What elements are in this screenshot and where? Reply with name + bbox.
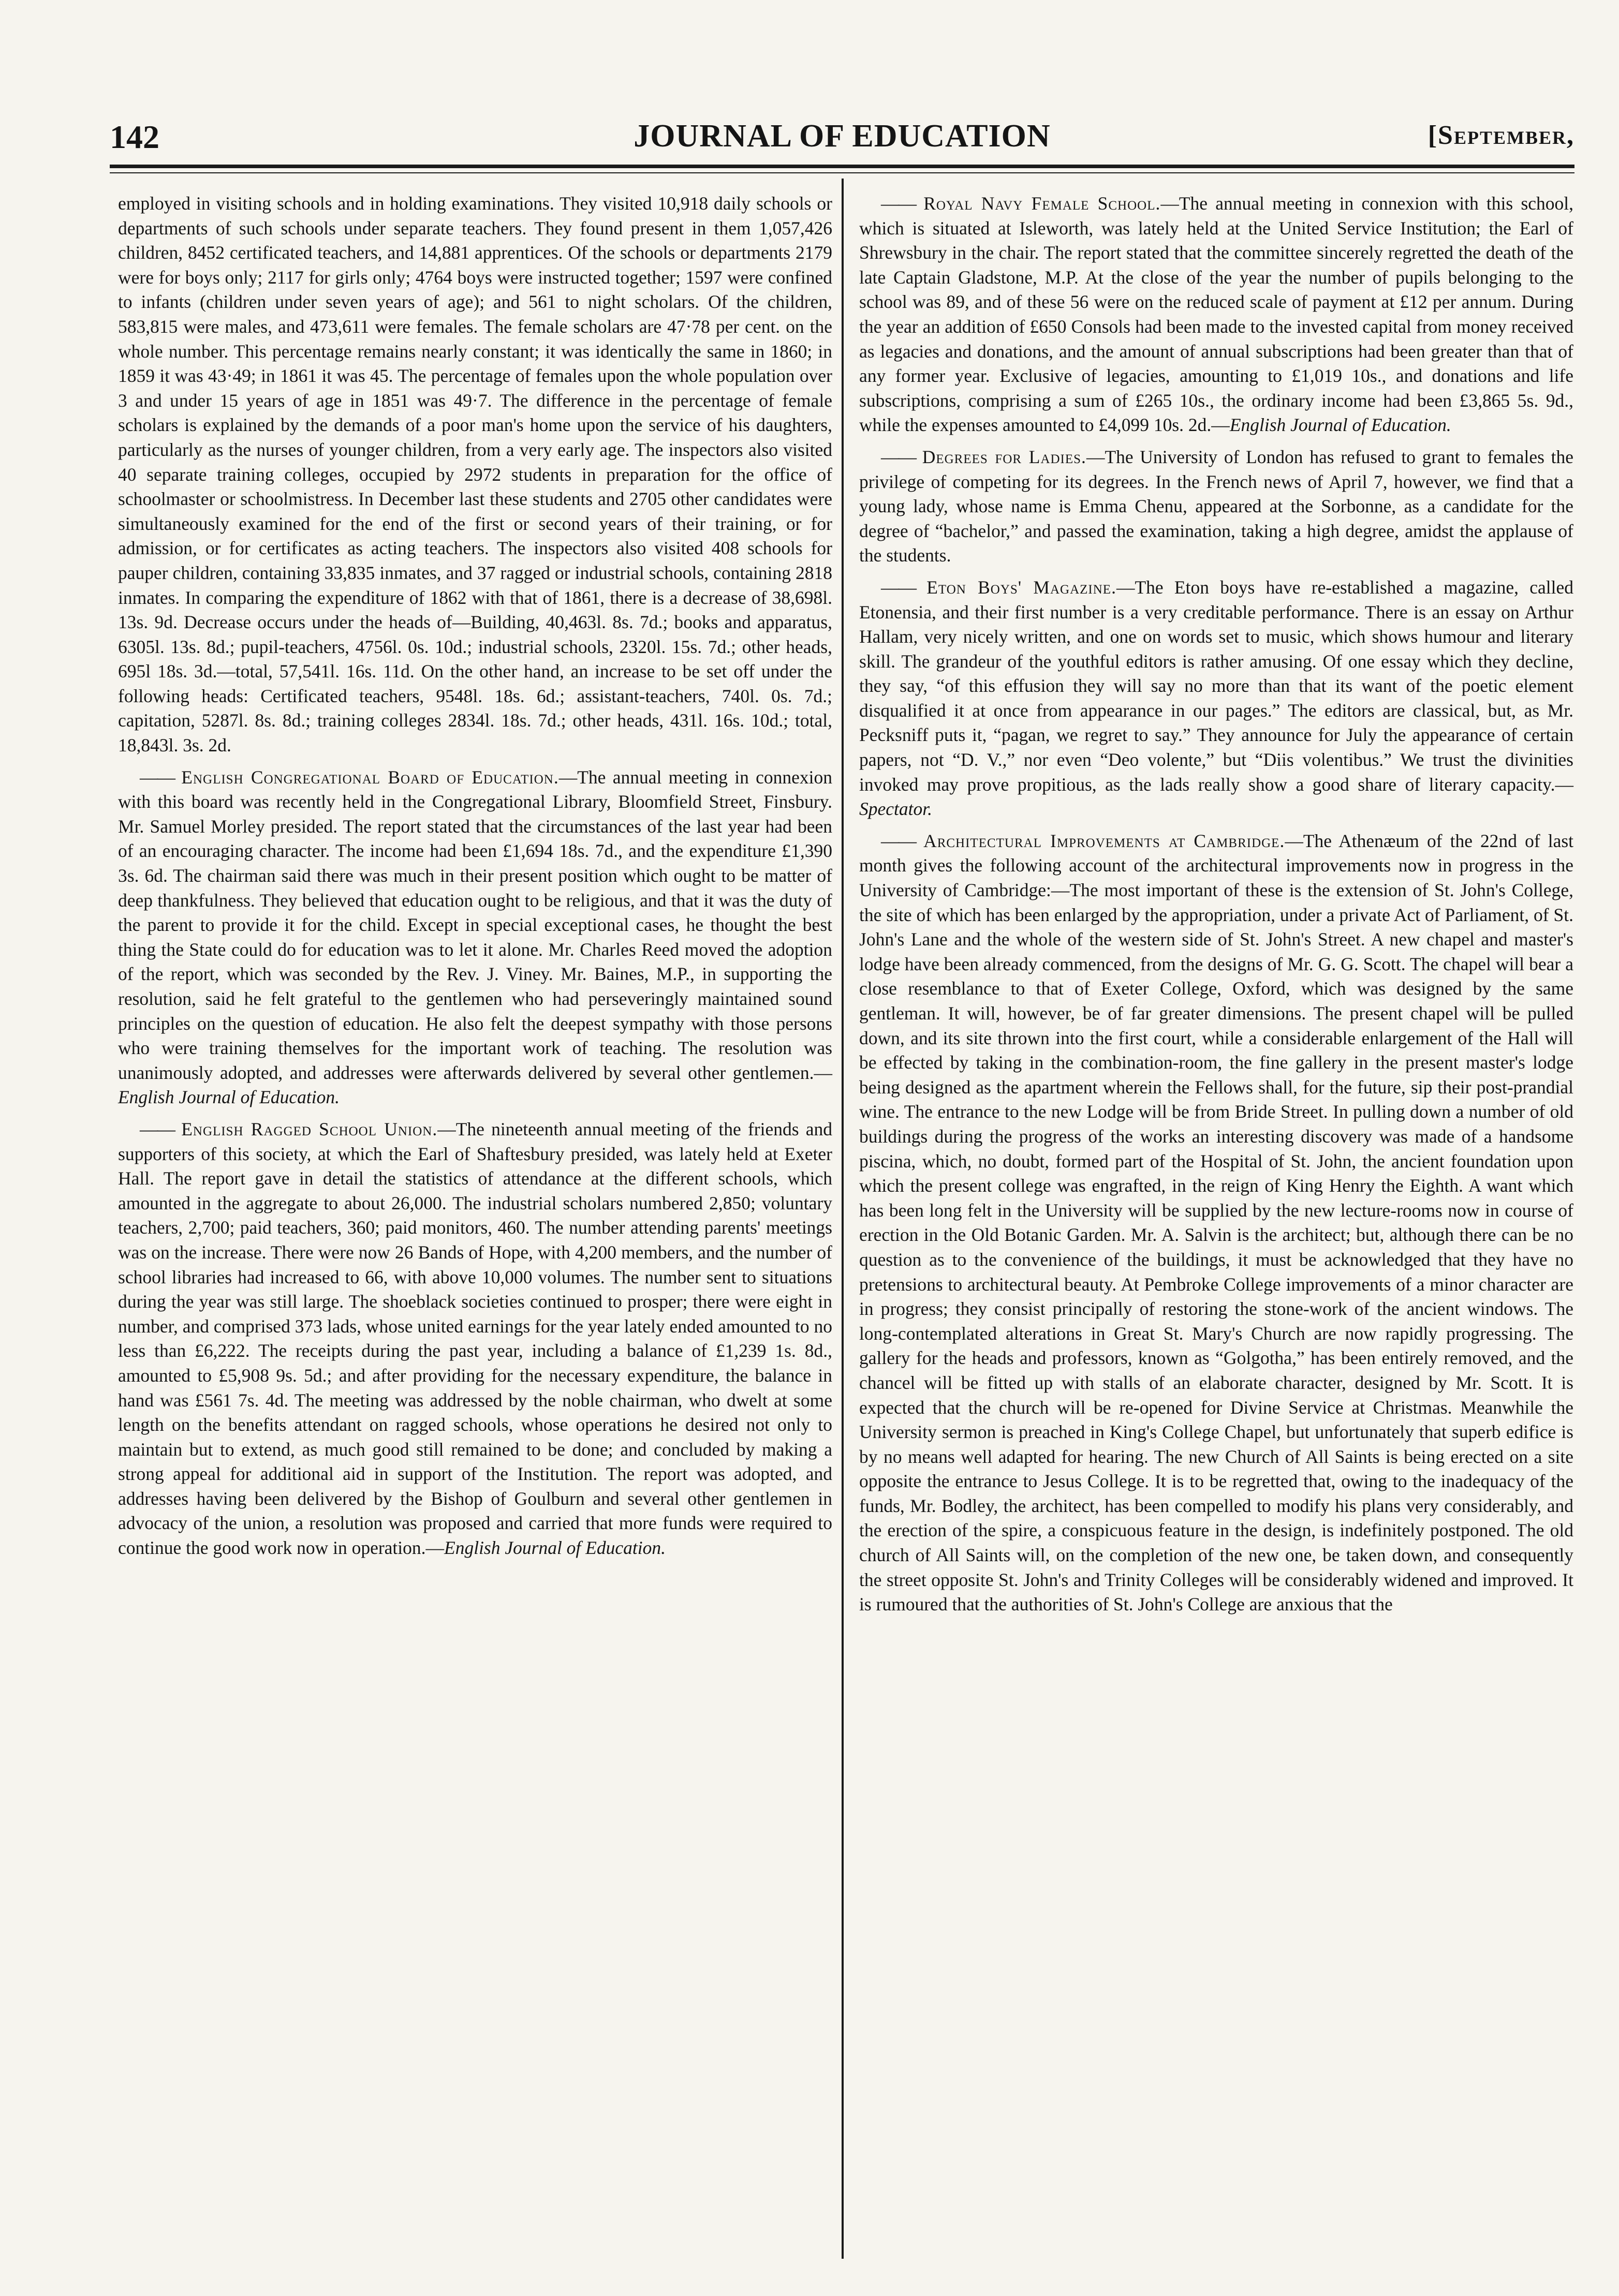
header-rule — [110, 165, 1574, 168]
item-dash: —— — [881, 576, 916, 598]
item-source: English Journal of Education. — [444, 1537, 666, 1559]
item-heading: Degrees for Ladies. — [922, 446, 1086, 467]
page-number: 142 — [110, 118, 159, 155]
running-head-month: [September, — [1427, 121, 1574, 150]
item-body: —The University of London has refused to grant to females the privilege of competing for its degrees. In the French news of April 7, however, we find that a young lady, whose name is Emma Chenu, appeared at the Sorbonne, as a candidate for the degree of “bachelor,” and passed the examination, taking a high degree, amidst the applause of the students. — [859, 446, 1574, 566]
item-dash: —— — [140, 1118, 174, 1139]
news-item — [118, 1117, 832, 1561]
column-divider — [842, 179, 844, 2259]
item-body: —The annual meeting in connexion with this school, which is situated at Isleworth, was lately held at the United Service Institution; the Earl of Shrewsbury in the chair. The report stated that the committee sincerely regretted the death of the late Captain Gladstone, M.P. At the close of the year the number of pupils belonging to the school was 89, and of these 56 were on the reduced scale of payment at £12 per annum. During the year an addition of £650 Consols had been made to the invested capital from money received as legacies and donations, and the amount of annual subscriptions had been greater than that of any former year. Exclusive of legacies, amounting to £1,019 10s., and donations and life subscriptions, comprising a sum of £265 10s., the ordinary income had been £3,865 5s. 9d., while the expenses amounted to £4,099 10s. 2d.— — [859, 193, 1574, 436]
item-source: English Journal of Education. — [1229, 414, 1451, 436]
news-item — [859, 445, 1573, 568]
continued-paragraph: employed in visiting schools and in holding examinations. They visited 10,918 daily schools or departments of such schools under separate teachers. They found present in them 1,057,426 children, 8452 certificated teachers, and 14,881 apprentices. Of the schools or departments 2179 were for boys only; 2117 for girls only; 4764 boys were instructed together; 1597 were confined to infants (children under seven years of age); and 561 to night scholars. Of the children, 583,815 were males, and 473,611 were females. The female scholars are 47·78 per cent. on the whole number. This percentage remains nearly constant; it was identically the same in 1860; in 1859 it was 43·49; in 1861 it was 45. The percentage of females upon the whole population over 3 and under 15 years of age in 1851 was 49·7. The difference in the percentage of female scholars is explained by the demands of a poor man's home upon the service of his daughters, particularly as the nurses of younger children, from a very early age. The inspectors also visited 40 separate training colleges, occupied by 2972 students in preparation for the office of schoolmaster or schoolmistress. In December last these students and 2705 other candidates were simultaneously examined for the end of the first or second years of their training, or for admission, or for certificates as acting teachers. The inspectors also visited 408 schools for pauper children, containing 33,835 inmates, and 37 ragged or industrial schools, containing 2818 inmates. In comparing the expenditure of 1862 with that of 1861, there is a decrease of 38,698l. 13s. 9d. Decrease occurs under the heads of—Building, 40,463l. 8s. 7d.; books and apparatus, 6305l. 13s. 8d.; pupil-teachers, 4756l. 0s. 10d.; industrial schools, 2320l. 15s. 7d.; other heads, 695l 18s. 3d.—total, 57,541l. 16s. 11d. On the other hand, an increase to be set off under the following heads: Certificated teachers, 9548l. 18s. 6d.; assistant-teachers, 740l. 0s. 7d.; capitation, 5287l. 8s. 8d.; training colleges 2834l. 18s. 7d.; other heads, 431l. 16s. 10d.; total, 18,843l. 3s. 2d. — [118, 193, 832, 756]
news-item — [859, 575, 1573, 822]
item-body: —The annual meeting in connexion with this board was recently held in the Congregational Library, Bloomfield Street, Finsbury. Mr. Samuel Morley presided. The report stated that the circumstances of the last year had been of an encouraging character. The income had been £1,694 18s. 7d., and the expenditure £1,390 3s. 6d. The chairman said there was much in their present position which ought to be matter of deep thankfulness. They believed that education ought to be religious, and that it was the duty of the parent to provide it for the child. Except in special exceptional cases, he thought the best thing the State could do for education was to let it alone. Mr. Charles Reed moved the adoption of the report, which was seconded by the Rev. J. Viney. Mr. Baines, M.P., in supporting the resolution, said he felt grateful to the gentlemen who had perseveringly maintained sound principles on the question of education. He also felt the deepest sympathy with those persons who were training themselves for the important work of teaching. The resolution was unanimously adopted, and addresses were afterwards delivered by several other gentlemen.— — [118, 766, 832, 1083]
item-heading: Eton Boys' Magazine. — [926, 576, 1116, 598]
item-heading: English Ragged School Union. — [181, 1118, 438, 1139]
page-header — [110, 118, 1574, 159]
item-source: Spectator. — [859, 798, 932, 820]
journal-title: JOURNAL OF EDUCATION — [634, 118, 1051, 154]
item-body: —The Eton boys have re-established a magazine, called Etonensia, and their first number is a very creditable performance. There is an essay on Arthur Hallam, very nicely written, and one on words set to music, which shows humour and literary skill. The grandeur of the youthful editors is rather amusing. Of one essay which they decline, they say, “of this effusion they will say no more than that its want of the poetic element disqualified it at once from appearance in our pages.” The editors are classical, but, as Mr. Pecksniff puts it, “pagan, we regret to say.” They announce for July the appearance of certain papers, not “D. V.,” nor even “Deo volente,” but “Diis volentibus.” We trust the divinities invoked may prove propitious, as the lads really show a good share of literary capacity.— — [859, 576, 1574, 795]
item-source: English Journal of Education. — [118, 1087, 340, 1108]
item-dash: —— — [881, 193, 916, 214]
item-body: —The nineteenth annual meeting of the friends and supporters of this society, at which the Earl of Shaftesbury presided, was lately held at Exeter Hall. The report gave in detail the statistics of attendance at the different schools, which amounted in the aggregate to about 26,000. The industrial scholars numbered 2,850; voluntary teachers, 2,700; paid teachers, 360; paid monitors, 460. The number attending parents' meetings was on the increase. There were now 26 Bands of Hope, with 4,200 members, and the number of school libraries had increased to 66, with above 10,000 volumes. The number sent to situations during the year was still large. The shoeblack societies continued to prosper; there were eight in number, and comprised 373 lads, whose united earnings for the year lately ended amounted to no less than £6,222. The receipts during the past year, including a balance of £1,239 1s. 8d., amounted to £5,908 9s. 5d.; and after providing for the necessary expenditure, the balance in hand was £561 7s. 4d. The meeting was addressed by the noble chairman, who dwelt at some length on the benefits attendant on ragged schools, whose operations he desired not only to maintain but to extend, as much good still remained to be done; and concluded by making a strong appeal for additional aid in support of the Institution. The report was adopted, and addresses having been delivered by the Bishop of Goulburn and several other gentlemen in advocacy of the union, a resolution was proposed and carried that more funds were required to continue the good work now in operation.— — [118, 1118, 832, 1559]
item-dash: —— — [140, 766, 174, 788]
item-body: —The Athenæum of the 22nd of last month gives the following account of the architectural improvements now in progress in the University of Cambridge:—The most important of these is the extension of St. John's College, the site of which has been enlarged by the appropriation, under a private Act of Parliament, of St. John's Lane and the whole of the western side of St. John's Street. A new chapel and master's lodge have been already commenced, from the designs of Mr. G. G. Scott. The chapel will bear a close resemblance to that of Exeter College, Oxford, which was designed by the same gentleman. It will, however, be of far greater dimensions. The present chapel will be pulled down, and its site thrown into the first court, while a considerable enlargement of the Hall will be effected by taking in the combination-room, the fine gallery in the present master's lodge being designed as the apartment wherein the Fellows shall, for the future, sip their post-prandial wine. The entrance to the new Lodge will be from Bride Street. In pulling down a number of old buildings during the progress of the works an interesting discovery was made of a handsome piscina, which, no doubt, formed part of the Hospital of St. John, the ancient foundation upon which the present college was engrafted, in the reign of King Henry the Eighth. A want which has been long felt in the University will be supplied by the new lecture-rooms now in course of erection in the Old Botanic Garden. Mr. A. Salvin is the architect; but, although there can be no question as to the convenience of the buildings, it must be acknowledged that they have no pretensions to architectural beauty. At Pembroke College improvements of a minor character are in progress; they consist principally of restoring the stone-work of the ancient windows. The long-contemplated alterations in Great St. Mary's Church are now rapidly progressing. The gallery for the heads and professors, known as “Golgotha,” has been entirely removed, and the chancel will be fitted up with stalls of an elaborate character, designed by Mr. Scott. It is expected that the church will be re-opened for Divine Service at Christmas. Meanwhile the University sermon is preached in King's College Chapel, but unfortunately that superb edifice is by no means well adapted for hearing. The new Church of All Saints is being erected on a site opposite the entrance to Jesus College. It is to be regretted that, owing to the inadequacy of the funds, Mr. Bodley, the architect, has been compelled to modify his plans very considerably, and the erection of the spire, a conspicuous feature in the design, is indefinitely postponed. The old church of All Saints will, on the completion of the new one, be taken down, and consequently the street opposite St. John's and Trinity Colleges will be considerably widened and improved. It is rumoured that the authorities of St. John's College are anxious that the — [859, 830, 1574, 1615]
news-item — [859, 191, 1573, 438]
item-dash: —— — [881, 830, 916, 851]
header-rule-thin — [110, 172, 1574, 173]
left-column — [118, 191, 832, 1561]
item-heading: Architectural Improvements at Cambridge. — [923, 830, 1285, 851]
news-item — [859, 829, 1573, 1617]
item-heading: Royal Navy Female School. — [923, 193, 1161, 214]
news-item — [118, 765, 832, 1110]
item-heading: English Congregational Board of Education. — [181, 766, 559, 788]
right-column — [859, 191, 1573, 1617]
item-dash: —— — [881, 446, 916, 467]
